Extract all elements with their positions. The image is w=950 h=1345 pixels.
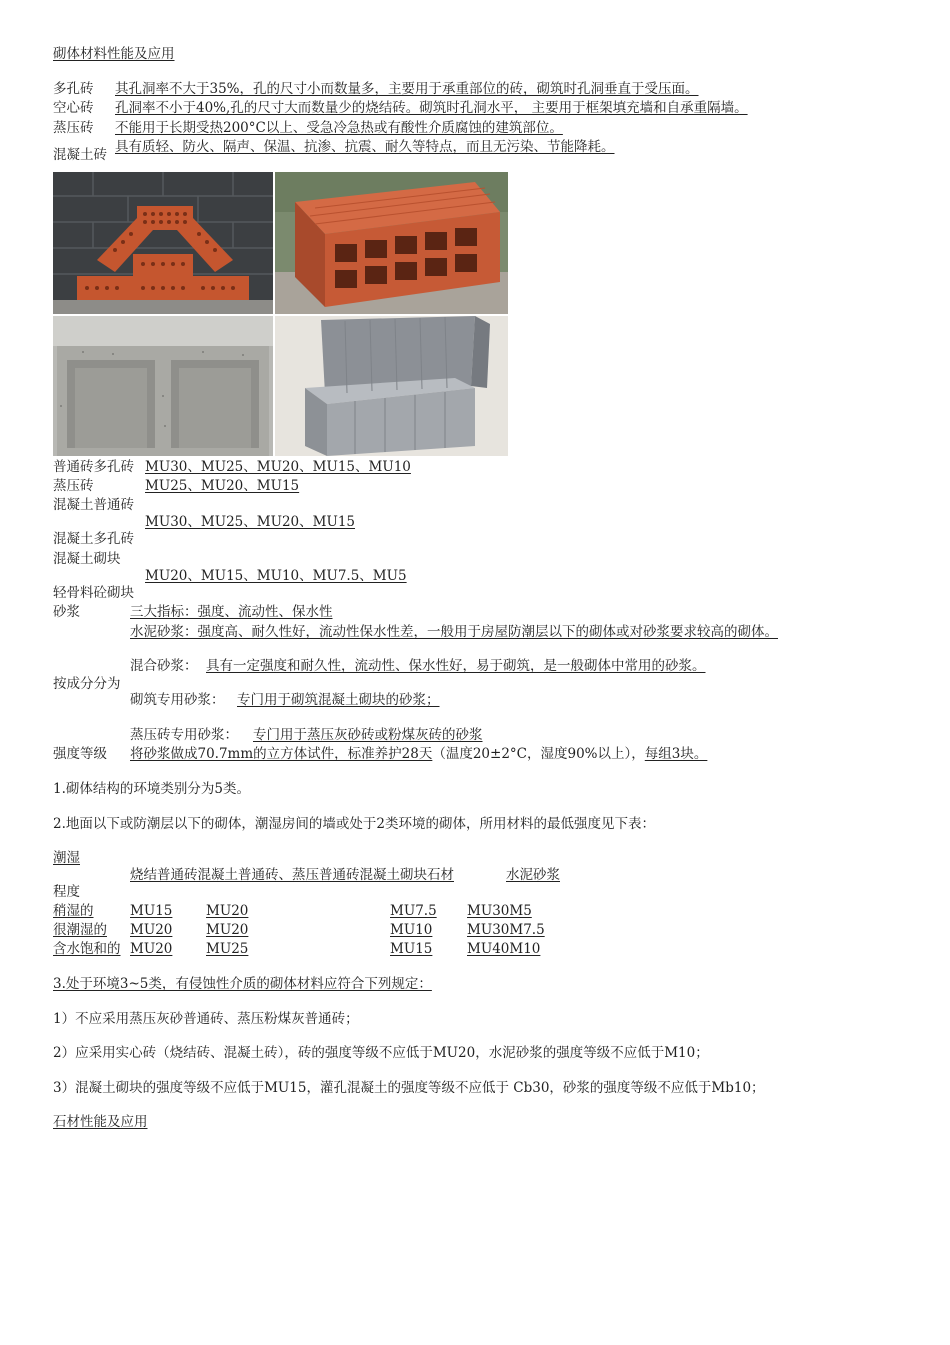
table-cell: MU7.5 xyxy=(390,903,437,919)
grade-value: MU25、MU20、MU15 xyxy=(145,478,300,494)
cement-mortar: 水泥砂浆：强度高、耐久性好，流动性保水性差，一般用于房屋防潮层以下的砌体或对砂浆要求较高的砌体。 xyxy=(130,624,778,640)
table-header-last: 水泥砂浆 xyxy=(506,867,560,883)
grade-value: MU30、MU25、MU20、MU15 xyxy=(145,514,356,530)
rule-3-item: 3）混凝土砌块的强度等级不应低于MU15，灌孔混凝土的强度等级不应低于 Cb30，砂浆的强度等级不应低于Mb10； xyxy=(53,1080,765,1096)
strength-desc-b: （温度20±2°C，湿度90%以上）， xyxy=(432,746,645,762)
steam-mortar-label: 蒸压砖专用砂浆： xyxy=(130,727,238,743)
table-row-label: 很潮湿的 xyxy=(53,922,107,938)
table-header-label-2: 程度 xyxy=(53,884,80,900)
table-cell: MU25 xyxy=(206,941,249,957)
special-mortar-desc: 专门用于砌筑混凝土砌块的砂浆； xyxy=(237,692,440,708)
mortar-label: 砂浆 xyxy=(53,604,80,620)
table-cell: MU20 xyxy=(206,922,249,938)
rule-2: 2.地面以下或防潮层以下的砌体，潮湿房间的墙或处于2类环境的砌体，所用材料的最低强度见下表： xyxy=(53,816,655,832)
table-cell: MU10 xyxy=(390,922,433,938)
steam-mortar-desc: 专门用于蒸压灰砂砖或粉煤灰砖的砂浆 xyxy=(253,727,483,743)
autoclaved-brick-photo xyxy=(275,316,508,456)
strength-desc-c: 每组3块。 xyxy=(644,746,708,762)
table-header-label-1: 潮湿 xyxy=(53,850,80,866)
table-cell: MU30M7.5 xyxy=(467,922,545,938)
strength-label: 强度等级 xyxy=(53,746,107,762)
grade-label: 混凝土普通砖 xyxy=(53,497,134,513)
brick-type-desc: 孔洞率不小于40%,孔的尺寸大而数量少的烧结砖。砌筑时孔洞水平， 主要用于框架填充墙和自承重隔墙。 xyxy=(115,100,748,116)
mixed-mortar-desc: 具有一定强度和耐久性，流动性、保水性好，易于砌筑，是一般砌体中常用的砂浆。 xyxy=(206,658,706,674)
table-row-label: 含水饱和的 xyxy=(53,941,121,957)
rule-3-item: 2）应采用实心砖（烧结砖、混凝土砖），砖的强度等级不应低于MU20，水泥砂浆的强度等级不应低于M10； xyxy=(53,1045,709,1061)
grade-label: 混凝土多孔砖 xyxy=(53,531,134,547)
table-header-cols: 烧结普通砖混凝土普通砖、蒸压普通砖混凝土砌块石材 xyxy=(130,867,454,883)
grade-label: 混凝土砌块 xyxy=(53,551,121,567)
hollow-brick-photo xyxy=(275,172,508,314)
table-cell: MU15 xyxy=(390,941,433,957)
brick-type-label: 多孔砖 xyxy=(53,81,94,97)
brick-type-label: 混凝土砖 xyxy=(53,147,107,163)
perforated-brick-photo xyxy=(53,172,273,314)
table-cell: MU20 xyxy=(130,941,173,957)
brick-type-desc: 不能用于长期受热200°C以上、受急冷急热或有酸性介质腐蚀的建筑部位。 xyxy=(115,120,563,136)
table-row-label: 稍湿的 xyxy=(53,903,94,919)
footer-heading: 石材性能及应用 xyxy=(53,1114,148,1130)
page-heading: 砌体材料性能及应用 xyxy=(53,46,175,62)
grade-label: 普通砖多孔砖 xyxy=(53,459,134,475)
table-cell: MU30M5 xyxy=(467,903,532,919)
grade-label: 轻骨料砼砌块 xyxy=(53,585,134,601)
table-cell: MU20 xyxy=(206,903,249,919)
table-cell: MU40M10 xyxy=(467,941,541,957)
concrete-block-photo xyxy=(53,316,273,456)
rule-3: 3.处于环境3~5类，有侵蚀性介质的砌体材料应符合下列规定： xyxy=(53,976,432,992)
by-component-label: 按成分分为 xyxy=(53,676,121,692)
table-cell: MU15 xyxy=(130,903,173,919)
brick-type-label: 空心砖 xyxy=(53,100,94,116)
mixed-mortar-label: 混合砂浆： xyxy=(130,658,198,674)
strength-desc-a: 将砂浆做成70.7mm的立方体试件，标准养护28天 xyxy=(130,746,433,762)
grade-value: MU30、MU25、MU20、MU15、MU10 xyxy=(145,459,411,475)
brick-type-desc: 其孔洞率不大于35%，孔的尺寸小而数量多，主要用于承重部位的砖，砌筑时孔洞垂直于受压面。 xyxy=(115,81,699,97)
special-mortar-label: 砌筑专用砂浆： xyxy=(130,692,225,708)
grade-value: MU20、MU15、MU10、MU7.5、MU5 xyxy=(145,568,407,584)
rule-1: 1.砌体结构的环境类别分为5类。 xyxy=(53,781,250,797)
brick-type-desc: 具有质轻、防火、隔声、保温、抗渗、抗震、耐久等特点，而且无污染、节能降耗。 xyxy=(115,139,615,155)
brick-type-label: 蒸压砖 xyxy=(53,120,94,136)
mortar-indicators: 三大指标：强度、流动性、保水性 xyxy=(130,604,333,620)
strength-desc xyxy=(130,745,707,763)
rule-3-item: 1）不应采用蒸压灰砂普通砖、蒸压粉煤灰普通砖； xyxy=(53,1011,359,1027)
grade-label: 蒸压砖 xyxy=(53,478,94,494)
table-cell: MU20 xyxy=(130,922,173,938)
